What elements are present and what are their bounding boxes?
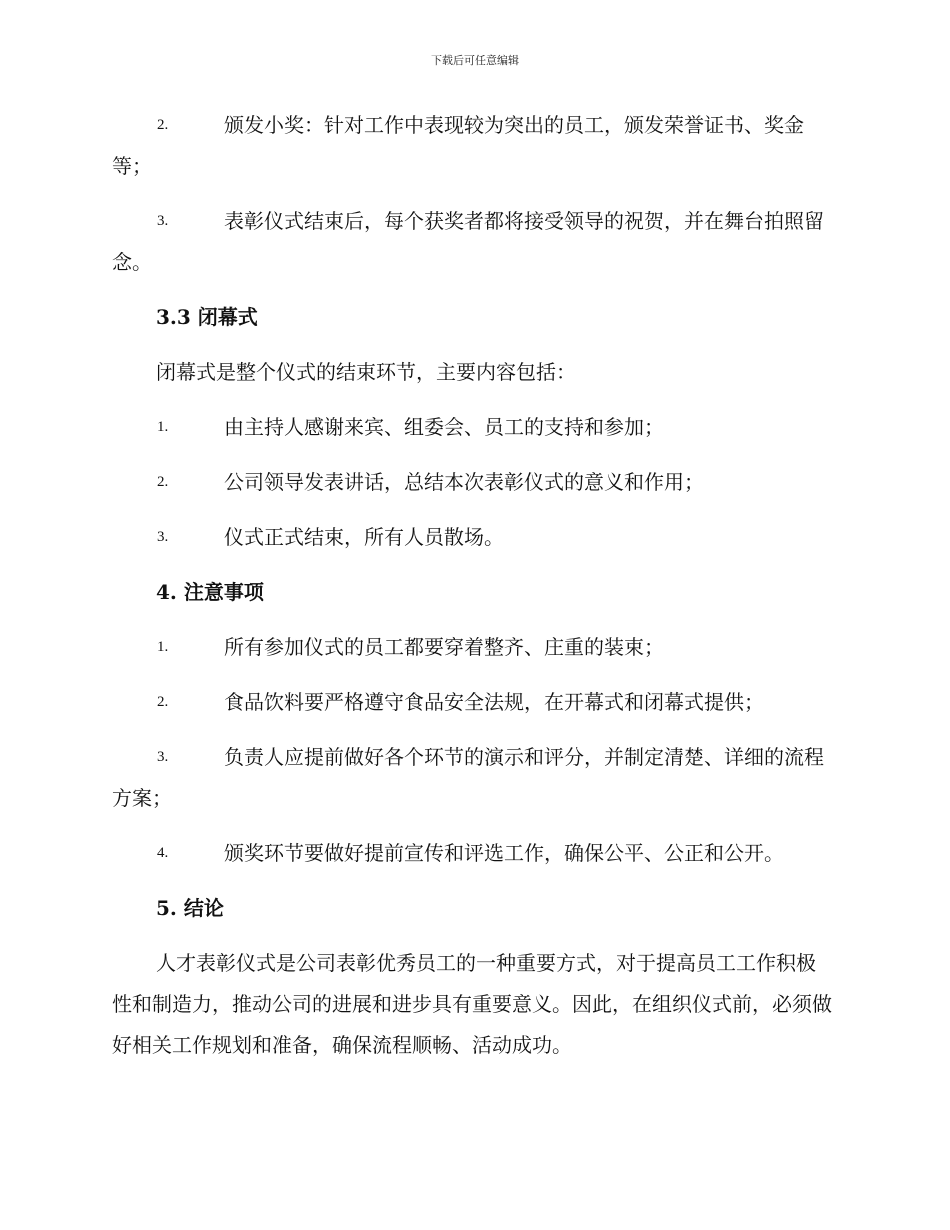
document-body bbox=[112, 105, 834, 1080]
list-number: 2. bbox=[157, 117, 169, 133]
paragraph: 人才表彰仪式是公司表彰优秀员工的一种重要方式，对于提高员工工作积极性和制造力，推动公司的进展和进步具有重要意义。因此，在组织仪式前，必须做好相关工作规划和准备，确保流程顺畅、活动成功。 bbox=[112, 951, 832, 1057]
list-item bbox=[112, 462, 834, 503]
section-heading: 5. 结论 bbox=[156, 896, 224, 920]
list-number: 3. bbox=[157, 529, 169, 545]
page-header: 下载后可任意编辑 bbox=[431, 54, 519, 67]
list-item bbox=[112, 201, 834, 283]
list-text: 表彰仪式结束后，每个获奖者都将接受领导的祝贺，并在舞台拍照留念。 bbox=[112, 209, 824, 274]
list-number: 2. bbox=[157, 474, 169, 490]
list-number: 1. bbox=[157, 639, 169, 655]
list-item bbox=[112, 407, 834, 448]
list-text: 所有参加仪式的员工都要穿着整齐、庄重的装束； bbox=[224, 635, 664, 659]
list-item bbox=[112, 105, 834, 187]
list-text: 公司领导发表讲话，总结本次表彰仪式的意义和作用； bbox=[224, 470, 704, 494]
list-text: 仪式正式结束，所有人员散场。 bbox=[224, 525, 504, 549]
list-number: 2. bbox=[157, 694, 169, 710]
list-number: 4. bbox=[157, 845, 169, 861]
list-text: 食品饮料要严格遵守食品安全法规，在开幕式和闭幕式提供； bbox=[224, 690, 764, 714]
list-item bbox=[112, 682, 834, 723]
list-text: 颁奖环节要做好提前宣传和评选工作，确保公平、公正和公开。 bbox=[224, 841, 784, 865]
list-item bbox=[112, 833, 834, 874]
paragraph: 闭幕式是整个仪式的结束环节，主要内容包括： bbox=[156, 360, 576, 384]
list-text: 负责人应提前做好各个环节的演示和评分，并制定清楚、详细的流程方案； bbox=[112, 745, 824, 810]
list-number: 3. bbox=[157, 213, 169, 229]
section-heading: 3.3 闭幕式 bbox=[156, 305, 258, 329]
list-number: 3. bbox=[157, 749, 169, 765]
list-text: 颁发小奖：针对工作中表现较为突出的员工，颁发荣誉证书、奖金等； bbox=[112, 113, 804, 178]
list-item bbox=[112, 627, 834, 668]
list-text: 由主持人感谢来宾、组委会、员工的支持和参加； bbox=[224, 415, 664, 439]
section-heading: 4. 注意事项 bbox=[156, 580, 264, 604]
list-item bbox=[112, 517, 834, 558]
list-number: 1. bbox=[157, 419, 169, 435]
list-item bbox=[112, 737, 834, 819]
